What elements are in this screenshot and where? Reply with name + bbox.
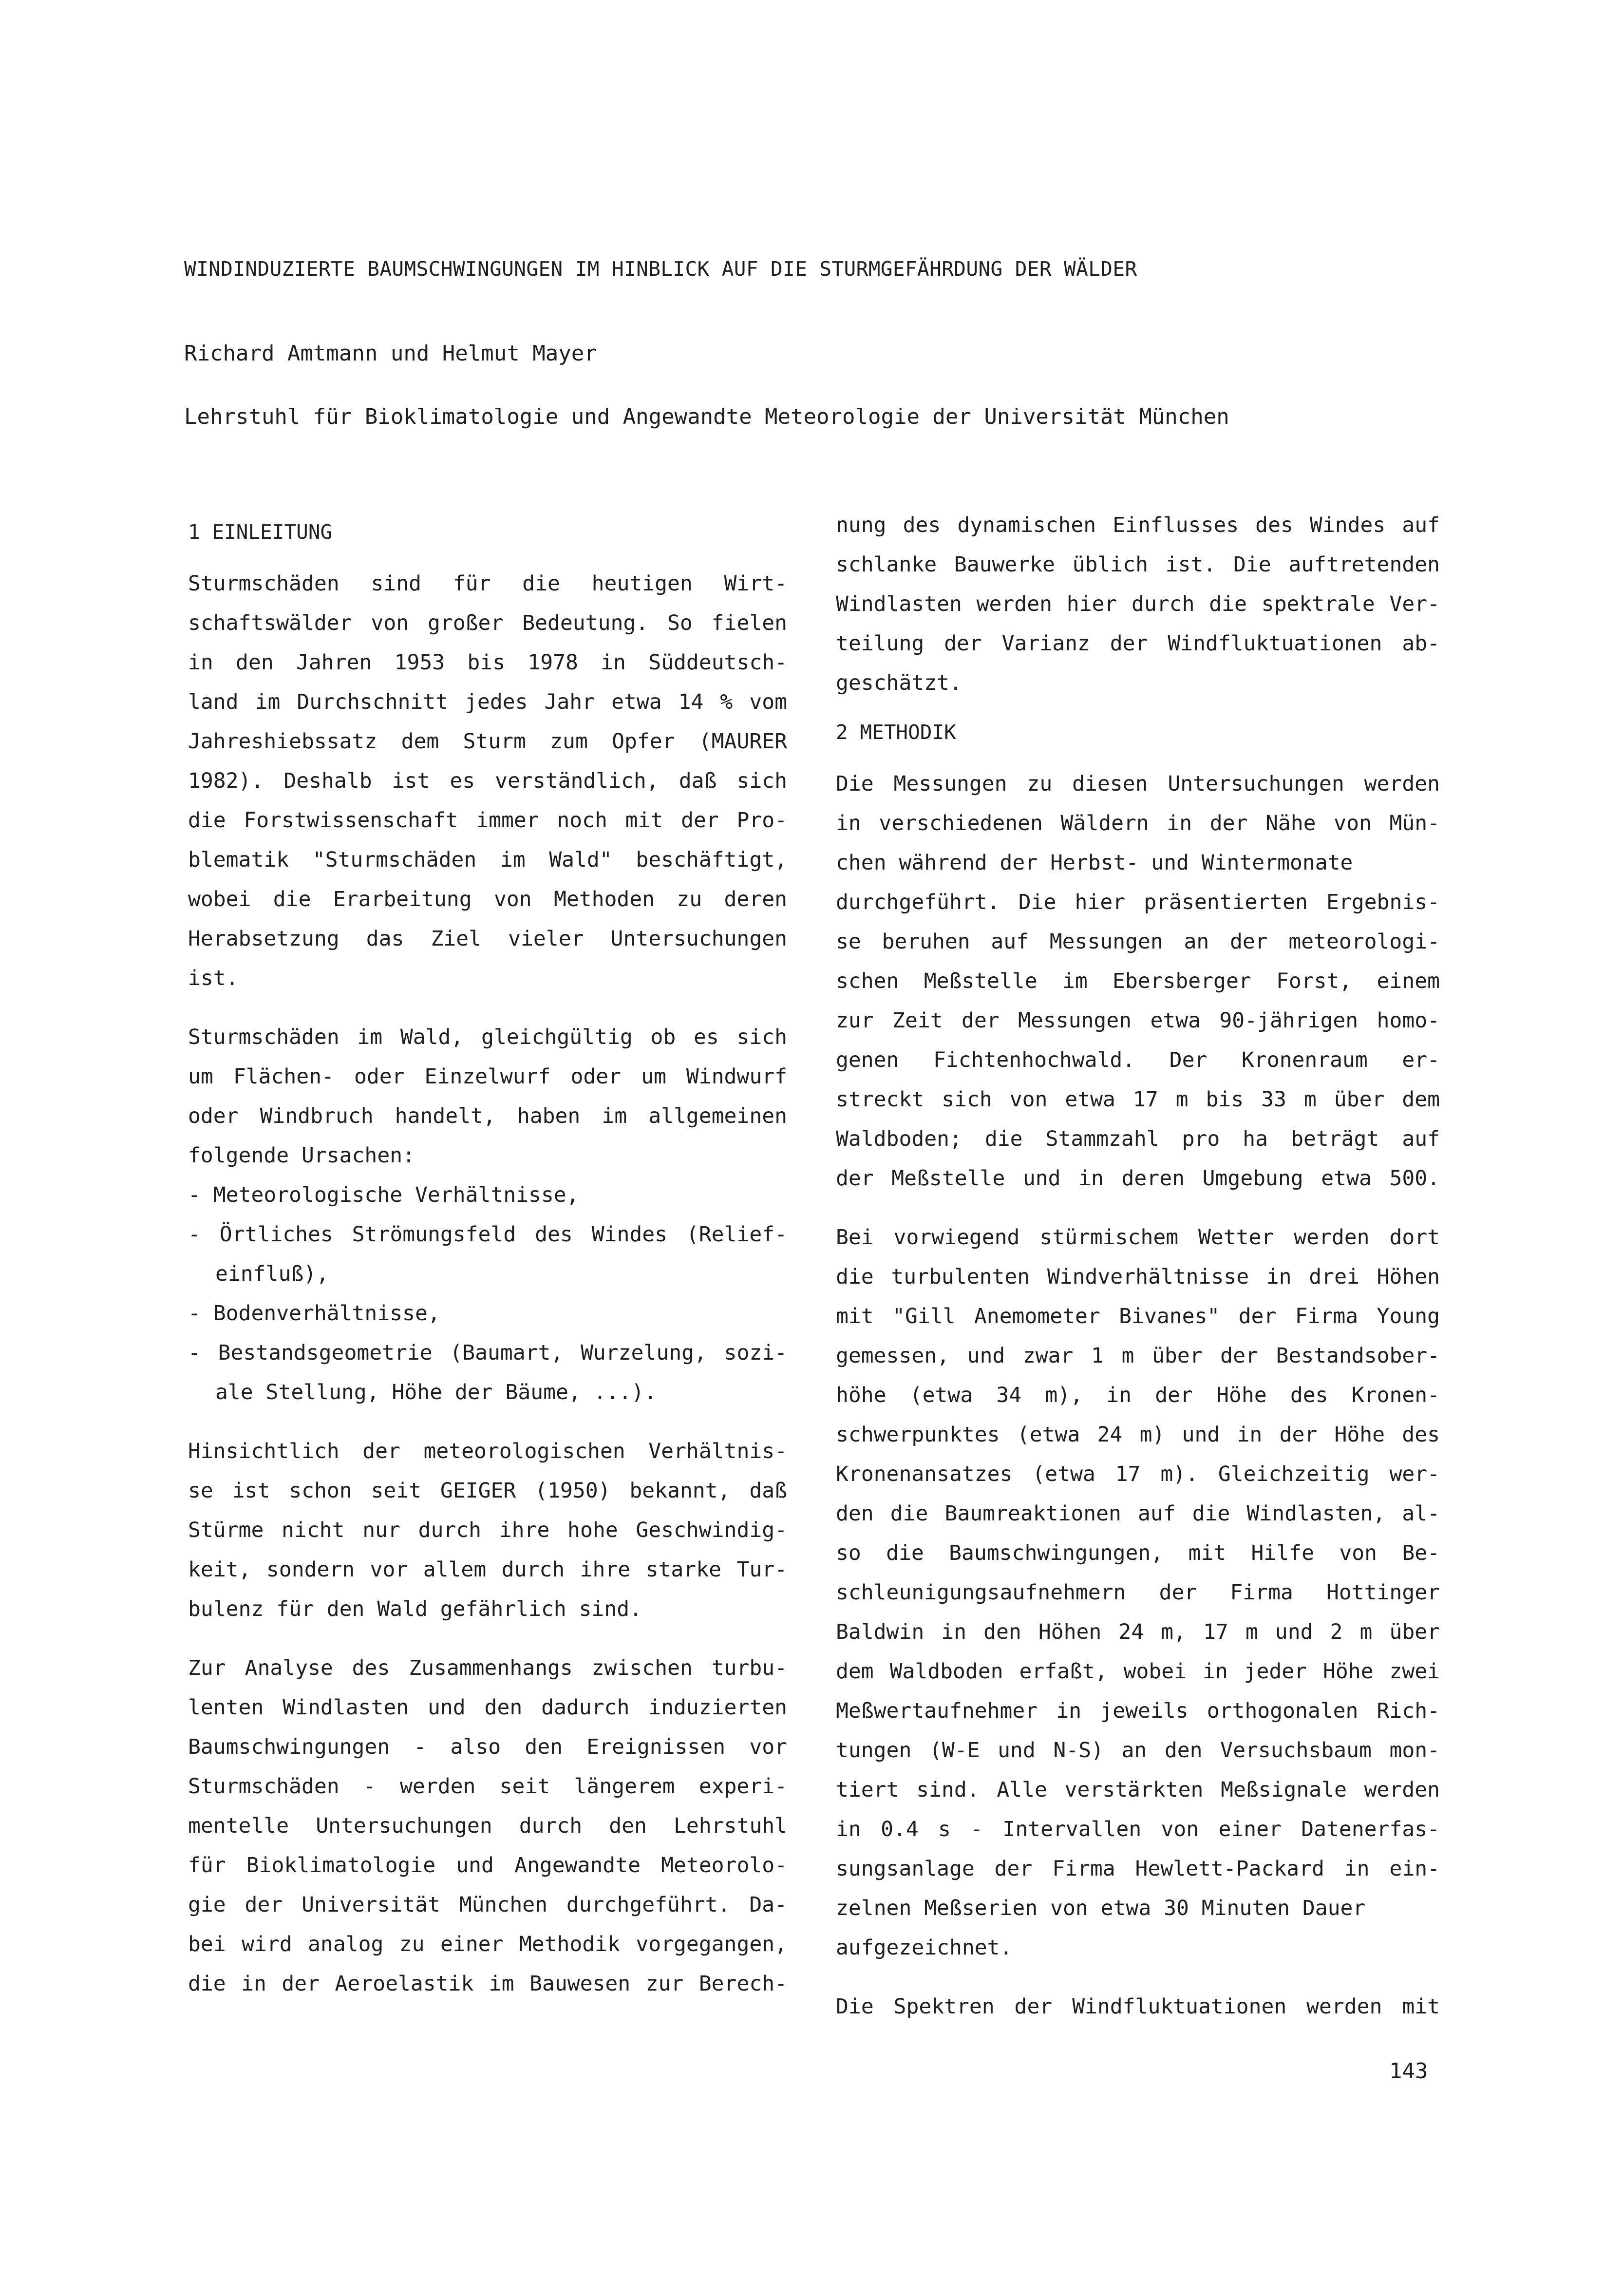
text-line: in verschiedenen Wäldern in der Nähe von Mün- <box>836 811 1440 835</box>
text-line: Jahreshiebssatz dem Sturm zum Opfer (MAURER <box>188 729 787 754</box>
text-line: aufgezeichnet. <box>836 1935 1013 1960</box>
text-line: um Flächen- oder Einzelwurf oder um Windwurf <box>188 1064 787 1089</box>
text-line: tungen (W-E und N-S) an den Versuchsbaum mon- <box>836 1738 1440 1763</box>
text-line: gemessen, und zwar 1 m über der Bestandsober- <box>836 1344 1440 1368</box>
text-line: in den Jahren 1953 bis 1978 in Süddeutsch- <box>188 650 787 675</box>
text-line: mit "Gill Anemometer Bivanes" der Firma Young <box>836 1304 1440 1328</box>
text-line: die in der Aeroelastik im Bauwesen zur Berech- <box>188 1972 787 1996</box>
list-item: - Meteorologische Verhältnisse, <box>188 1183 579 1207</box>
text-line: den die Baumreaktionen auf die Windlasten, al- <box>836 1501 1440 1526</box>
text-line: se beruhen auf Messungen an der meteorologi- <box>836 930 1440 954</box>
text-line: geschätzt. <box>836 671 962 695</box>
text-line: zelnen Meßserien von etwa 30 Minuten Dauer <box>836 1896 1366 1920</box>
list-item: - Bodenverhältnisse, <box>188 1301 440 1326</box>
text-line: zur Zeit der Messungen etwa 90-jährigen homo- <box>836 1008 1440 1033</box>
text-line: in 0.4 s - Intervallen von einer Datenerfas- <box>836 1817 1440 1841</box>
left-column <box>188 512 787 2004</box>
text-line: Zur Analyse des Zusammenhangs zwischen turbu- <box>188 1656 787 1680</box>
text-line: nung des dynamischen Einflusses des Windes auf <box>836 513 1440 537</box>
text-line: Sturmschäden im Wald, gleichgültig ob es sich <box>188 1025 787 1049</box>
text-line: Windlasten werden hier durch die spektrale Ver- <box>836 592 1440 616</box>
author-line: Richard Amtmann und Helmut Mayer <box>184 341 597 366</box>
text-line: Bei vorwiegend stürmischem Wetter werden dort <box>836 1225 1440 1250</box>
text-line: Die Spektren der Windfluktuationen werden mit <box>836 1994 1440 2019</box>
text-line: für Bioklimatologie und Angewandte Meteorolo- <box>188 1853 787 1878</box>
text-line: Die Messungen zu diesen Untersuchungen werden <box>836 772 1440 796</box>
text-line: Baumschwingungen - also den Ereignissen vor <box>188 1735 787 1759</box>
paragraph-einleitung-continued <box>836 506 1440 703</box>
text-line: gie der Universität München durchgeführt. Da- <box>188 1893 787 1917</box>
paper-title: WINDINDUZIERTE BAUMSCHWINGUNGEN IM HINBLICK AUF DIE STURMGEFÄHRDUNG DER WÄLDER <box>184 257 1137 281</box>
text-line: wobei die Erarbeitung von Methoden zu deren <box>188 887 787 911</box>
text-line: Kronenansatzes (etwa 17 m). Gleichzeitig wer- <box>836 1462 1440 1486</box>
text-line: ist. <box>188 966 239 990</box>
text-line: schleunigungsaufnehmern der Firma Hottinger <box>836 1580 1440 1605</box>
text-line: chen während der Herbst- und Wintermonate <box>836 851 1353 875</box>
text-line: Sturmschäden - werden seit längerem experi- <box>188 1774 787 1799</box>
paragraph-einleitung-1 <box>188 564 787 998</box>
affiliation-line: Lehrstuhl für Bioklimatologie und Angewandte Meteorologie der Universität München <box>184 404 1229 429</box>
text-line: bulenz für den Wald gefährlich sind. <box>188 1597 642 1621</box>
text-line: Hinsichtlich der meteorologischen Verhältnis- <box>188 1439 787 1463</box>
text-line: teilung der Varianz der Windfluktuationen ab- <box>836 631 1440 656</box>
list-item-continuation: ale Stellung, Höhe der Bäume, ...). <box>215 1380 657 1404</box>
list-item: - Örtliches Strömungsfeld des Windes (Relief- <box>188 1222 787 1247</box>
list-item-continuation: einfluß), <box>215 1262 329 1286</box>
paragraph-methodik-3 <box>836 1987 1440 2027</box>
paragraph-einleitung-3 <box>188 1432 787 1629</box>
text-line: Herabsetzung das Ziel vieler Untersuchungen <box>188 927 787 951</box>
text-line: bei wird analog zu einer Methodik vorgegangen, <box>188 1932 787 1956</box>
text-line: tiert sind. Alle verstärkten Meßsignale werden <box>836 1778 1440 1802</box>
text-line: die Forstwissenschaft immer noch mit der Pro- <box>188 808 787 833</box>
text-line: genen Fichtenhochwald. Der Kronenraum er- <box>836 1048 1440 1072</box>
section-heading-einleitung: 1 EINLEITUNG <box>188 520 333 544</box>
text-line: so die Baumschwingungen, mit Hilfe von Be- <box>836 1541 1440 1565</box>
text-line: streckt sich von etwa 17 m bis 33 m über dem <box>836 1087 1440 1112</box>
text-line: Stürme nicht nur durch ihre hohe Geschwindig- <box>188 1518 787 1542</box>
text-line: schwerpunktes (etwa 24 m) und in der Höhe des <box>836 1423 1440 1447</box>
text-line: schlanke Bauwerke üblich ist. Die auftretenden <box>836 552 1440 577</box>
text-line: sungsanlage der Firma Hewlett-Packard in ein- <box>836 1857 1440 1881</box>
section-heading-methodik: 2 METHODIK <box>836 721 956 744</box>
cause-list <box>188 1176 787 1412</box>
text-line: dem Waldboden erfaßt, wobei in jeder Höhe zwei <box>836 1659 1440 1684</box>
paragraph-methodik-1 <box>836 764 1440 1198</box>
text-line: Waldboden; die Stammzahl pro ha beträgt auf <box>836 1127 1440 1151</box>
text-line: folgende Ursachen: <box>188 1143 415 1168</box>
text-line: höhe (etwa 34 m), in der Höhe des Kronen- <box>836 1383 1440 1407</box>
list-item: - Bestandsgeometrie (Baumart, Wurzelung, sozi- <box>188 1341 787 1365</box>
paragraph-einleitung-4 <box>188 1649 787 2004</box>
text-line: oder Windbruch handelt, haben im allgemeinen <box>188 1104 787 1128</box>
text-line: 1982). Deshalb ist es verständlich, daß sich <box>188 769 787 793</box>
paragraph-einleitung-2 <box>188 1018 787 1176</box>
text-line: mentelle Untersuchungen durch den Lehrstuhl <box>188 1814 787 1838</box>
text-line: land im Durchschnitt jedes Jahr etwa 14 % vom <box>188 690 787 714</box>
text-line: Baldwin in den Höhen 24 m, 17 m und 2 m über <box>836 1620 1440 1644</box>
paragraph-methodik-2 <box>836 1218 1440 1968</box>
text-line: schaftswälder von großer Bedeutung. So fielen <box>188 611 787 635</box>
text-line: die turbulenten Windverhältnisse in drei Höhen <box>836 1265 1440 1289</box>
text-line: durchgeführt. Die hier präsentierten Ergebnis- <box>836 890 1440 914</box>
text-line: se ist schon seit GEIGER (1950) bekannt, daß <box>188 1479 787 1503</box>
text-line: Sturmschäden sind für die heutigen Wirt- <box>188 571 787 596</box>
page-number: 143 <box>1389 2059 1428 2084</box>
right-column <box>836 506 1440 2046</box>
text-line: blematik "Sturmschäden im Wald" beschäftigt, <box>188 848 787 872</box>
text-line: keit, sondern vor allem durch ihre starke Tur- <box>188 1557 787 1582</box>
text-line: schen Meßstelle im Ebersberger Forst, einem <box>836 969 1440 993</box>
text-line: Meßwertaufnehmer in jeweils orthogonalen Rich- <box>836 1699 1440 1723</box>
text-line: der Meßstelle und in deren Umgebung etwa 500. <box>836 1166 1440 1191</box>
text-line: lenten Windlasten und den dadurch induzierten <box>188 1695 787 1720</box>
